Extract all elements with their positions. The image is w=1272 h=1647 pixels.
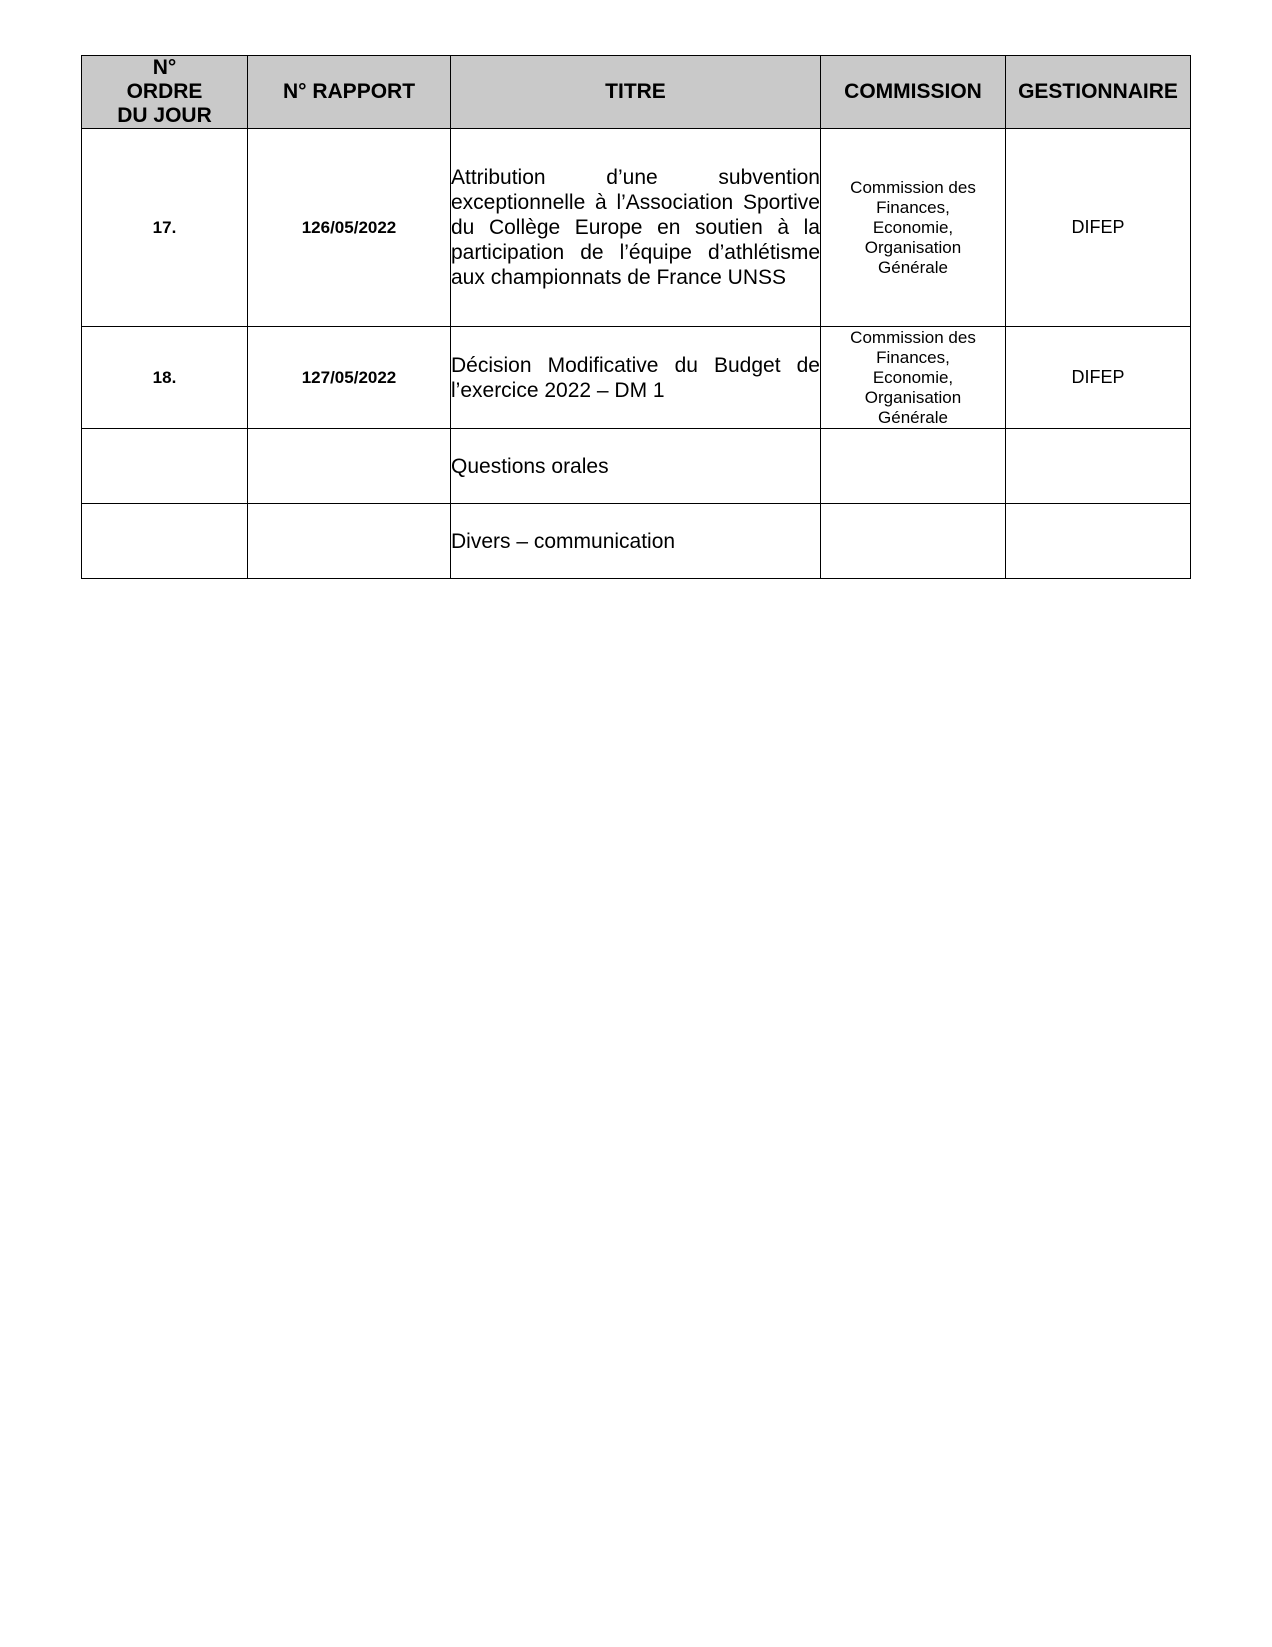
cell-gestionnaire: DIFEP bbox=[1006, 129, 1191, 327]
cell-gestionnaire: DIFEP bbox=[1006, 327, 1191, 429]
cell-rapport bbox=[248, 429, 451, 504]
agenda-table bbox=[81, 55, 1191, 579]
cell-titre: Décision Modificative du Budget de l’exercice 2022 – DM 1 bbox=[451, 327, 821, 429]
cell-commission: Commission des Finances, Economie, Organisation Générale bbox=[821, 129, 1006, 327]
header-gestionnaire: GESTIONNAIRE bbox=[1006, 56, 1191, 129]
cell-commission: Commission des Finances, Economie, Organisation Générale bbox=[821, 327, 1006, 429]
table-row bbox=[82, 327, 1191, 429]
header-titre: TITRE bbox=[451, 56, 821, 129]
header-ordre: N° ORDRE DU JOUR bbox=[82, 56, 248, 129]
cell-titre: Questions orales bbox=[451, 429, 821, 504]
header-commission: COMMISSION bbox=[821, 56, 1006, 129]
cell-titre: Attribution d’une subvention exceptionnelle à l’Association Sportive du Collège Europe en soutien à la participation de l’équipe d’athlétisme aux championnats de France UNSS bbox=[451, 129, 821, 327]
cell-gestionnaire bbox=[1006, 504, 1191, 579]
cell-titre: Divers – communication bbox=[451, 504, 821, 579]
header-rapport: N° RAPPORT bbox=[248, 56, 451, 129]
cell-rapport: 127/05/2022 bbox=[248, 327, 451, 429]
cell-ordre: 17. bbox=[82, 129, 248, 327]
table-row bbox=[82, 429, 1191, 504]
cell-rapport bbox=[248, 504, 451, 579]
cell-ordre: 18. bbox=[82, 327, 248, 429]
cell-commission bbox=[821, 429, 1006, 504]
cell-ordre bbox=[82, 504, 248, 579]
cell-gestionnaire bbox=[1006, 429, 1191, 504]
table-header-row bbox=[82, 56, 1191, 129]
cell-ordre bbox=[82, 429, 248, 504]
cell-rapport: 126/05/2022 bbox=[248, 129, 451, 327]
table-row bbox=[82, 129, 1191, 327]
cell-commission bbox=[821, 504, 1006, 579]
table-row bbox=[82, 504, 1191, 579]
